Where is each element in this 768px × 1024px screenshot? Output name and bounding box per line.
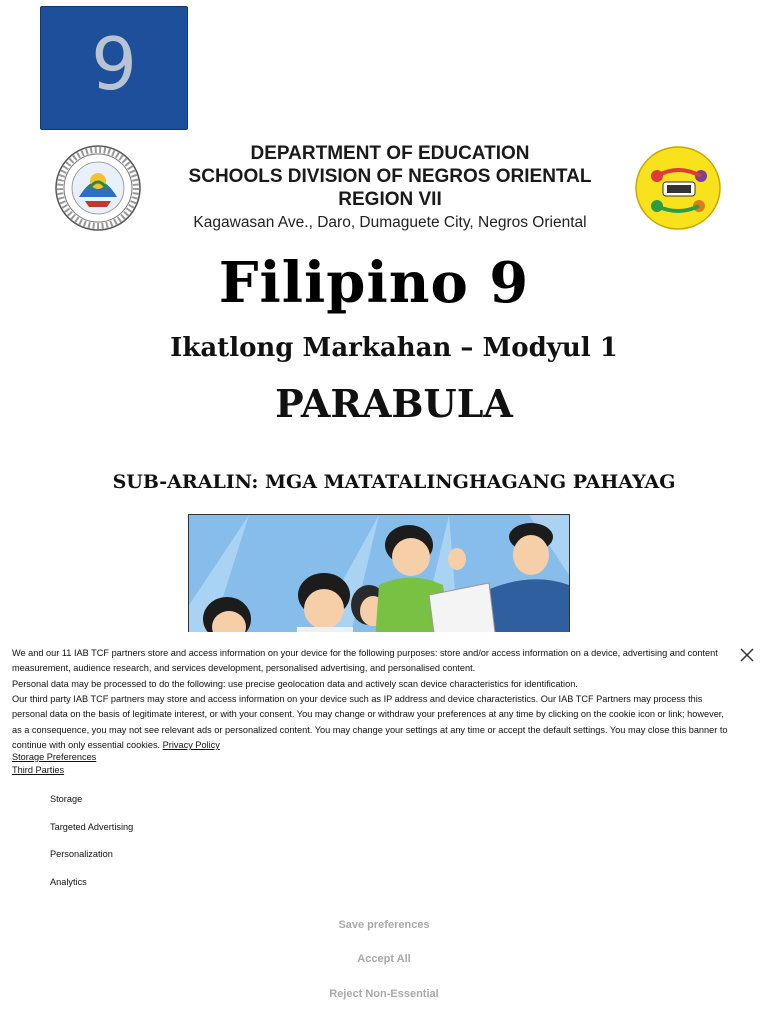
sub-lesson-title: SUB-ARALIN: MGA MATATALINGHAGANG PAHAYAG — [112, 471, 676, 493]
category-personalization[interactable]: Personalization — [50, 849, 113, 859]
category-analytics[interactable]: Analytics — [50, 877, 87, 887]
grade-number: 9 — [91, 22, 137, 106]
storage-preferences-link[interactable]: Storage Preferences — [12, 752, 97, 762]
module-title: Filipino 9 — [218, 250, 530, 316]
third-parties-link[interactable]: Third Parties — [12, 765, 65, 775]
save-preferences-button[interactable]: Save preferences — [234, 913, 534, 937]
category-storage[interactable]: Storage — [50, 794, 83, 804]
close-icon[interactable] — [736, 644, 758, 666]
students-illustration — [188, 514, 570, 641]
consent-partners-body: Our third party IAB TCF partners may store and access information on your device such as IP address and device characteristics. Our IAB TCF Partners may process this personal data on the basis of legitimate interest, or with your consent. You may change or withdraw your preferences at any time by clicking on the cookie icon or link; however, as a consequence, you may not see relevant ads or personalized content. You may change your settings at any time or accept the default settings. You may close this banner to continue with only essential cookies. — [12, 694, 728, 750]
module-subtitle: Ikatlong Markahan – Modyul 1 — [170, 333, 618, 363]
module-topic: PARABULA — [275, 381, 513, 426]
privacy-policy-link[interactable]: Privacy Policy — [162, 739, 220, 750]
accept-all-button[interactable]: Accept All — [234, 947, 534, 971]
category-targeted-advertising[interactable]: Targeted Advertising — [50, 822, 134, 832]
header-line-1: DEPARTMENT OF EDUCATION — [250, 143, 530, 164]
deped-division-seal-icon — [55, 145, 141, 231]
cookie-consent-banner — [0, 632, 768, 1024]
grade-badge — [40, 6, 188, 130]
header-line-2: SCHOOLS DIVISION OF NEGROS ORIENTAL — [188, 166, 592, 187]
header-line-3: REGION VII — [338, 189, 442, 210]
library-hub-logo — [635, 146, 721, 230]
consent-purposes-text: We and our 11 IAB TCF partners store and access information on your device for the following purposes: store and/or access information on a device, advertising and content measurement, audience research, and services development, personalised advertising, and personalised content. — [12, 648, 718, 674]
reject-non-essential-button[interactable]: Reject Non-Essential — [234, 982, 534, 1006]
consent-partners-text — [12, 692, 732, 753]
consent-processing-text: Personal data may be processed to do the following: use precise geolocation data and actively scan device characteristics for identification. — [12, 679, 578, 689]
header-address: Kagawasan Ave., Daro, Dumaguete City, Negros Oriental — [193, 214, 587, 231]
header-block — [150, 142, 630, 234]
